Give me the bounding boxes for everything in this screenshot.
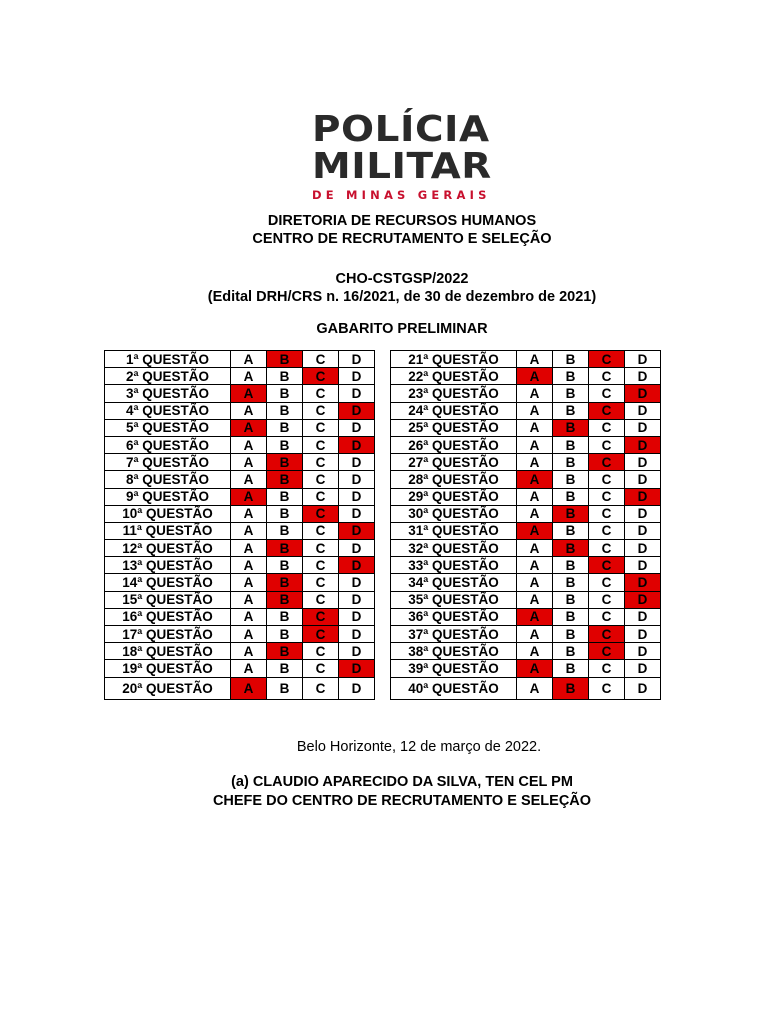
answer-row	[105, 471, 375, 488]
option-cell: C	[303, 574, 339, 591]
answer-row	[105, 540, 375, 557]
option-cell: C	[589, 608, 625, 625]
option-cell: D	[339, 351, 375, 368]
correct-option-cell: B	[267, 574, 303, 591]
option-cell: A	[231, 574, 267, 591]
option-cell: B	[553, 351, 589, 368]
answer-row	[105, 522, 375, 539]
answer-row	[105, 574, 375, 591]
correct-option-cell: A	[231, 419, 267, 436]
option-cell: D	[625, 540, 661, 557]
correct-option-cell: A	[517, 608, 553, 625]
option-cell: C	[303, 643, 339, 660]
option-cell: C	[303, 351, 339, 368]
correct-option-cell: C	[589, 351, 625, 368]
correct-option-cell: A	[231, 385, 267, 402]
signatory-name: (a) CLAUDIO APARECIDO DA SILVA, TEN CEL PM	[231, 774, 573, 790]
answer-row	[391, 677, 661, 699]
option-cell: B	[553, 368, 589, 385]
option-cell: A	[231, 402, 267, 419]
answer-row	[391, 488, 661, 505]
answer-row	[391, 660, 661, 677]
option-cell: A	[231, 436, 267, 453]
correct-option-cell: B	[553, 419, 589, 436]
answer-row	[105, 660, 375, 677]
option-cell: B	[267, 677, 303, 699]
correct-option-cell: B	[267, 540, 303, 557]
option-cell: D	[625, 505, 661, 522]
correct-option-cell: B	[267, 351, 303, 368]
option-cell: D	[625, 402, 661, 419]
answer-row	[391, 557, 661, 574]
option-cell: A	[231, 351, 267, 368]
correct-option-cell: D	[625, 385, 661, 402]
option-cell: D	[339, 643, 375, 660]
logo-line-2: MILITAR	[312, 146, 492, 187]
answer-row	[105, 677, 375, 699]
org-directorate: DIRETORIA DE RECURSOS HUMANOS	[267, 213, 537, 229]
option-cell: D	[339, 677, 375, 699]
question-label: 2ª QUESTÃO	[105, 368, 231, 385]
question-label: 33ª QUESTÃO	[391, 557, 517, 574]
answer-row	[391, 505, 661, 522]
option-cell: D	[625, 368, 661, 385]
question-label: 20ª QUESTÃO	[105, 677, 231, 699]
option-cell: B	[267, 402, 303, 419]
question-label: 26ª QUESTÃO	[391, 436, 517, 453]
question-label: 38ª QUESTÃO	[391, 643, 517, 660]
option-cell: A	[517, 540, 553, 557]
answer-row	[105, 385, 375, 402]
option-cell: D	[339, 385, 375, 402]
correct-option-cell: D	[339, 436, 375, 453]
answer-row	[105, 505, 375, 522]
answer-row	[391, 402, 661, 419]
question-label: 4ª QUESTÃO	[105, 402, 231, 419]
correct-option-cell: C	[303, 368, 339, 385]
option-cell: C	[589, 677, 625, 699]
option-cell: A	[517, 402, 553, 419]
option-cell: A	[517, 557, 553, 574]
option-cell: A	[231, 471, 267, 488]
option-cell: C	[303, 677, 339, 699]
question-label: 1ª QUESTÃO	[105, 351, 231, 368]
option-cell: B	[267, 488, 303, 505]
question-label: 21ª QUESTÃO	[391, 351, 517, 368]
option-cell: B	[553, 591, 589, 608]
correct-option-cell: A	[517, 522, 553, 539]
logo-line-3: DE MINAS GERAIS	[312, 188, 491, 202]
option-cell: B	[267, 385, 303, 402]
answer-row	[105, 454, 375, 471]
option-cell: C	[303, 454, 339, 471]
option-cell: A	[231, 557, 267, 574]
option-cell: C	[303, 419, 339, 436]
answer-row	[391, 385, 661, 402]
answer-row	[391, 419, 661, 436]
option-cell: B	[553, 471, 589, 488]
option-cell: B	[553, 643, 589, 660]
correct-option-cell: C	[303, 626, 339, 643]
option-cell: B	[553, 436, 589, 453]
option-cell: A	[231, 522, 267, 539]
correct-option-cell: C	[589, 643, 625, 660]
exam-header	[0, 270, 768, 306]
signatory-role: CHEFE DO CENTRO DE RECRUTAMENTO E SELEÇÃO	[212, 793, 592, 809]
option-cell: D	[625, 557, 661, 574]
option-cell: D	[625, 660, 661, 677]
correct-option-cell: B	[553, 677, 589, 699]
correct-option-cell: B	[267, 591, 303, 608]
option-cell: A	[231, 368, 267, 385]
option-cell: C	[589, 505, 625, 522]
question-label: 32ª QUESTÃO	[391, 540, 517, 557]
question-label: 29ª QUESTÃO	[391, 488, 517, 505]
correct-option-cell: D	[625, 574, 661, 591]
option-cell: D	[339, 574, 375, 591]
option-cell: D	[625, 522, 661, 539]
correct-option-cell: D	[339, 522, 375, 539]
option-cell: B	[553, 557, 589, 574]
option-cell: B	[553, 454, 589, 471]
option-cell: D	[625, 626, 661, 643]
option-cell: A	[231, 591, 267, 608]
option-cell: A	[517, 677, 553, 699]
option-cell: B	[267, 626, 303, 643]
answer-row	[391, 540, 661, 557]
correct-option-cell: D	[625, 488, 661, 505]
option-cell: A	[517, 419, 553, 436]
question-label: 28ª QUESTÃO	[391, 471, 517, 488]
answer-row	[391, 626, 661, 643]
option-cell: B	[553, 608, 589, 625]
option-cell: D	[339, 540, 375, 557]
option-cell: B	[267, 557, 303, 574]
option-cell: A	[517, 454, 553, 471]
correct-option-cell: C	[303, 505, 339, 522]
option-cell: C	[303, 591, 339, 608]
question-label: 36ª QUESTÃO	[391, 608, 517, 625]
place-date: Belo Horizonte, 12 de março de 2022.	[296, 739, 542, 755]
exam-code: CHO-CSTGSP/2022	[335, 271, 469, 287]
answer-row	[391, 436, 661, 453]
option-cell: C	[589, 488, 625, 505]
answer-row	[105, 643, 375, 660]
option-cell: A	[231, 626, 267, 643]
question-label: 19ª QUESTÃO	[105, 660, 231, 677]
question-label: 5ª QUESTÃO	[105, 419, 231, 436]
question-label: 31ª QUESTÃO	[391, 522, 517, 539]
signature-block	[0, 773, 768, 811]
logo-line-1: POLÍCIA	[312, 109, 490, 150]
option-cell: B	[267, 660, 303, 677]
option-cell: A	[231, 660, 267, 677]
option-cell: A	[517, 626, 553, 643]
question-label: 35ª QUESTÃO	[391, 591, 517, 608]
document-title: GABARITO PRELIMINAR	[316, 321, 488, 337]
answer-row	[105, 368, 375, 385]
option-cell: D	[339, 368, 375, 385]
answer-row	[391, 522, 661, 539]
question-label: 23ª QUESTÃO	[391, 385, 517, 402]
option-cell: B	[553, 626, 589, 643]
option-cell: A	[517, 436, 553, 453]
correct-option-cell: D	[339, 402, 375, 419]
correct-option-cell: C	[589, 402, 625, 419]
answer-row	[105, 626, 375, 643]
question-label: 34ª QUESTÃO	[391, 574, 517, 591]
answer-row	[391, 608, 661, 625]
option-cell: D	[625, 351, 661, 368]
option-cell: D	[625, 643, 661, 660]
correct-option-cell: A	[517, 471, 553, 488]
correct-option-cell: B	[267, 454, 303, 471]
option-cell: D	[339, 419, 375, 436]
option-cell: C	[589, 660, 625, 677]
answer-row	[105, 608, 375, 625]
option-cell: B	[553, 660, 589, 677]
option-cell: B	[267, 436, 303, 453]
correct-option-cell: A	[517, 660, 553, 677]
correct-option-cell: A	[231, 677, 267, 699]
option-cell: A	[517, 505, 553, 522]
answer-row	[391, 643, 661, 660]
answer-row	[105, 351, 375, 368]
question-label: 24ª QUESTÃO	[391, 402, 517, 419]
option-cell: C	[303, 557, 339, 574]
option-cell: B	[267, 505, 303, 522]
correct-option-cell: D	[625, 591, 661, 608]
correct-option-cell: A	[517, 368, 553, 385]
answer-row	[105, 488, 375, 505]
option-cell: D	[339, 608, 375, 625]
answer-row	[391, 591, 661, 608]
answer-row	[105, 419, 375, 436]
correct-option-cell: D	[339, 660, 375, 677]
option-cell: D	[625, 419, 661, 436]
question-label: 12ª QUESTÃO	[105, 540, 231, 557]
question-label: 16ª QUESTÃO	[105, 608, 231, 625]
option-cell: C	[589, 540, 625, 557]
correct-option-cell: A	[231, 488, 267, 505]
option-cell: C	[589, 368, 625, 385]
question-label: 37ª QUESTÃO	[391, 626, 517, 643]
option-cell: C	[589, 471, 625, 488]
option-cell: D	[625, 471, 661, 488]
correct-option-cell: C	[589, 454, 625, 471]
question-label: 18ª QUESTÃO	[105, 643, 231, 660]
option-cell: B	[553, 574, 589, 591]
answer-row	[391, 471, 661, 488]
option-cell: A	[517, 351, 553, 368]
option-cell: C	[589, 574, 625, 591]
org-header	[0, 212, 768, 248]
option-cell: C	[303, 660, 339, 677]
option-cell: B	[553, 488, 589, 505]
option-cell: C	[303, 471, 339, 488]
option-cell: A	[517, 574, 553, 591]
option-cell: A	[231, 643, 267, 660]
option-cell: C	[303, 385, 339, 402]
option-cell: C	[589, 419, 625, 436]
correct-option-cell: D	[339, 557, 375, 574]
correct-option-cell: C	[589, 557, 625, 574]
question-label: 40ª QUESTÃO	[391, 677, 517, 699]
answer-row	[105, 591, 375, 608]
answer-table-right	[390, 350, 661, 700]
question-label: 17ª QUESTÃO	[105, 626, 231, 643]
question-label: 22ª QUESTÃO	[391, 368, 517, 385]
answer-row	[105, 436, 375, 453]
option-cell: D	[625, 677, 661, 699]
answer-row	[391, 574, 661, 591]
option-cell: C	[303, 540, 339, 557]
question-label: 3ª QUESTÃO	[105, 385, 231, 402]
option-cell: D	[339, 626, 375, 643]
option-cell: C	[589, 591, 625, 608]
question-label: 30ª QUESTÃO	[391, 505, 517, 522]
option-cell: C	[303, 402, 339, 419]
option-cell: D	[339, 454, 375, 471]
question-label: 14ª QUESTÃO	[105, 574, 231, 591]
question-label: 25ª QUESTÃO	[391, 419, 517, 436]
answer-row	[105, 557, 375, 574]
question-label: 39ª QUESTÃO	[391, 660, 517, 677]
question-label: 27ª QUESTÃO	[391, 454, 517, 471]
option-cell: A	[517, 488, 553, 505]
option-cell: A	[517, 643, 553, 660]
option-cell: B	[553, 522, 589, 539]
answer-row	[391, 454, 661, 471]
option-cell: D	[625, 454, 661, 471]
correct-option-cell: C	[589, 626, 625, 643]
correct-option-cell: B	[553, 505, 589, 522]
option-cell: C	[303, 522, 339, 539]
option-cell: B	[267, 608, 303, 625]
correct-option-cell: B	[553, 540, 589, 557]
option-cell: A	[231, 608, 267, 625]
option-cell: D	[339, 505, 375, 522]
question-label: 6ª QUESTÃO	[105, 436, 231, 453]
correct-option-cell: C	[303, 608, 339, 625]
option-cell: D	[339, 471, 375, 488]
question-label: 15ª QUESTÃO	[105, 591, 231, 608]
option-cell: C	[589, 522, 625, 539]
option-cell: B	[267, 419, 303, 436]
option-cell: B	[267, 522, 303, 539]
question-label: 13ª QUESTÃO	[105, 557, 231, 574]
question-label: 7ª QUESTÃO	[105, 454, 231, 471]
option-cell: B	[553, 385, 589, 402]
option-cell: A	[517, 385, 553, 402]
option-cell: A	[231, 454, 267, 471]
question-label: 11ª QUESTÃO	[105, 522, 231, 539]
question-label: 10ª QUESTÃO	[105, 505, 231, 522]
option-cell: C	[589, 436, 625, 453]
option-cell: C	[303, 436, 339, 453]
pmmg-logo	[312, 109, 492, 202]
question-label: 8ª QUESTÃO	[105, 471, 231, 488]
option-cell: A	[517, 591, 553, 608]
option-cell: D	[339, 591, 375, 608]
option-cell: D	[625, 608, 661, 625]
org-center: CENTRO DE RECRUTAMENTO E SELEÇÃO	[252, 231, 552, 247]
option-cell: C	[303, 488, 339, 505]
option-cell: D	[339, 488, 375, 505]
answer-row	[105, 402, 375, 419]
option-cell: C	[589, 385, 625, 402]
option-cell: B	[553, 402, 589, 419]
answer-table-left	[104, 350, 375, 700]
answer-row	[391, 351, 661, 368]
option-cell: A	[231, 540, 267, 557]
answer-row	[391, 368, 661, 385]
option-cell: A	[231, 505, 267, 522]
correct-option-cell: B	[267, 471, 303, 488]
correct-option-cell: B	[267, 643, 303, 660]
option-cell: B	[267, 368, 303, 385]
correct-option-cell: D	[625, 436, 661, 453]
edital-reference: (Edital DRH/CRS n. 16/2021, de 30 de dezembro de 2021)	[207, 289, 597, 305]
question-label: 9ª QUESTÃO	[105, 488, 231, 505]
